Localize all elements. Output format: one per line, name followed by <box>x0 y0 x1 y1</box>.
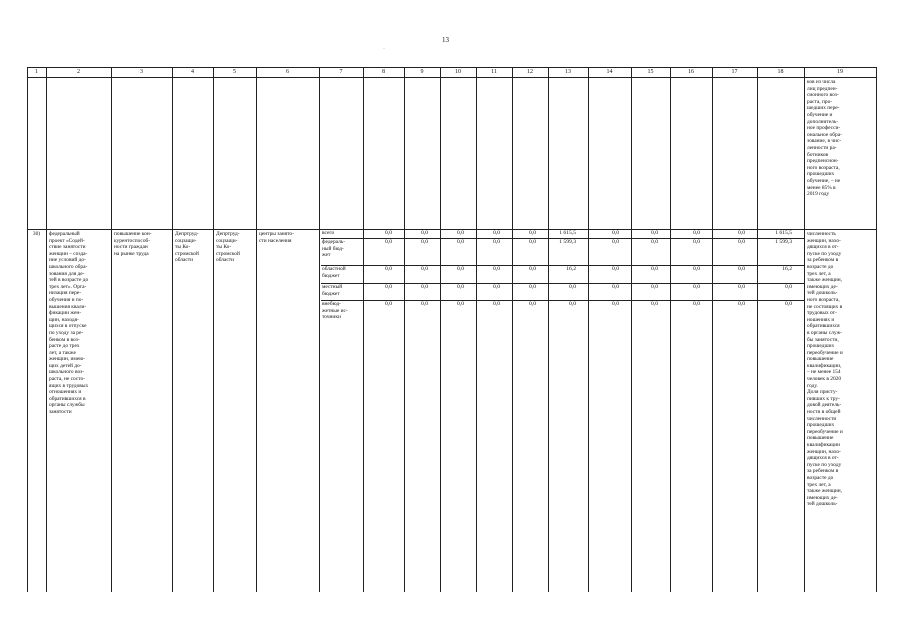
funding-value: 0,0 <box>693 230 700 236</box>
funding-value: 0,0 <box>529 266 536 272</box>
funding-value: 1 615,5 <box>775 230 792 236</box>
column-border <box>712 67 713 592</box>
column-border <box>319 67 320 592</box>
funding-value: 0,0 <box>738 230 745 236</box>
column-border <box>111 67 112 592</box>
funding-value: 0,0 <box>693 301 700 307</box>
funding-value: 0,0 <box>738 301 745 307</box>
funding-value: 0,0 <box>385 230 392 236</box>
column-number: 17 <box>731 69 738 75</box>
funding-value: 0,0 <box>529 284 536 290</box>
funding-value: 0,0 <box>612 230 619 236</box>
column-number: 8 <box>382 69 385 75</box>
funding-value: 0,0 <box>612 284 619 290</box>
funding-value: 0,0 <box>421 284 428 290</box>
funding-value: 0,0 <box>385 239 392 245</box>
column-border <box>256 67 257 592</box>
header-bottom-border <box>27 77 876 78</box>
funding-value: 0,0 <box>493 239 500 245</box>
column-number: 9 <box>420 69 424 75</box>
funding-value: 0,0 <box>421 301 428 307</box>
funding-value: 0,0 <box>693 284 700 290</box>
column-number: 16 <box>688 69 694 75</box>
funding-value: 16,2 <box>566 266 576 272</box>
funding-value: 0,0 <box>738 239 745 245</box>
column-border <box>213 67 214 592</box>
funding-value: 0,0 <box>785 284 792 290</box>
funding-source-label: федераль- ный бюд- жет <box>322 239 346 259</box>
funding-value: 0,0 <box>738 266 745 272</box>
funding-value: 0,0 <box>493 284 500 290</box>
funding-value: 0,0 <box>569 284 576 290</box>
row-number: 30) <box>32 231 41 237</box>
funding-value: 0,0 <box>529 239 536 245</box>
column-border <box>512 67 513 592</box>
funding-source-label: внебюд- жетные ис- точники <box>322 301 348 321</box>
column-border <box>804 67 805 592</box>
funding-value: 0,0 <box>612 301 619 307</box>
funding-value: 0,0 <box>493 301 500 307</box>
column-number: 1 <box>35 69 38 75</box>
funding-value: 0,0 <box>651 266 658 272</box>
funding-value: 0,0 <box>385 266 392 272</box>
funding-value: 1 599,3 <box>559 239 576 245</box>
measure-name: федеральный проект «Содей- ствие занятости женщин – созда- ние условий до- школьного обра- зования для де- тей в возрасте до трех лет». Орга- низация пере- обучения и по- вышения квали- фикации жен- щин, находя- щихся в отпуске по уходу за ре- бенком в воз- расте до трех лет, а также женщин, имею- щих детей до- школьного воз- раста, не состо- ящих в трудовых отношениях и обратившихся в органы службы занятости <box>49 231 89 416</box>
participants: центры занято- сти населения <box>259 231 294 244</box>
column-border <box>404 67 405 592</box>
target-indicator: численность женщин, нахо- дящихся в от- пуске по уходу за ребенком в возрасте до трех лет, а также женщин, имеющих де- тей дошколь- ного возраста, не состоящих в трудовых от- ношениях и обратившихся в органы служ- бы занятости, прошедших переобучение и повышение квалификации, – не менее 154 человек в 2020 году. Доля присту- пивших к тру- довой деятель- ности в общей численности прошедших переобучение и повышение квалификации женщин, нахо- дящихся в от- пуске по уходу за ребенком в возрасте до трех лет, а также женщин, имеющих де- тей дошколь- <box>807 231 843 508</box>
funding-value: 0,0 <box>457 239 464 245</box>
executor: Депртруд- соцзащи- ты Ко- стромской области <box>175 231 199 264</box>
funding-value: 0,0 <box>529 230 536 236</box>
funding-value: 0,0 <box>569 301 576 307</box>
funding-value: 0,0 <box>493 230 500 236</box>
column-border <box>440 67 441 592</box>
funding-value: 16,2 <box>782 266 792 272</box>
page-number: 13 <box>442 36 449 44</box>
column-number: 11 <box>491 69 497 75</box>
funding-value: 0,0 <box>421 230 428 236</box>
column-border <box>588 67 589 592</box>
co-executor: Депртруд- соцзащи- ты Ко- стромской области <box>216 231 240 264</box>
funding-value: 0,0 <box>785 301 792 307</box>
funding-value: 1 599,3 <box>775 239 792 245</box>
funding-value: 0,0 <box>385 284 392 290</box>
funding-value: 0,0 <box>457 266 464 272</box>
funding-value: 1 615,5 <box>559 230 576 236</box>
column-border <box>548 67 549 592</box>
column-border <box>46 67 47 592</box>
funding-value: 0,0 <box>457 284 464 290</box>
funding-value: 0,0 <box>421 239 428 245</box>
funding-value: 0,0 <box>738 284 745 290</box>
funding-value: 0,0 <box>612 266 619 272</box>
funding-value: 0,0 <box>651 239 658 245</box>
column-number: 14 <box>606 69 613 75</box>
funding-value: 0,0 <box>651 301 658 307</box>
funding-source-label: всего <box>322 230 335 236</box>
column-number: 12 <box>527 69 533 75</box>
column-border <box>876 67 877 592</box>
column-number: 13 <box>565 69 571 75</box>
funding-value: 0,0 <box>385 301 392 307</box>
funding-value: 0,0 <box>457 301 464 307</box>
column-number: 10 <box>455 69 461 75</box>
column-number: 6 <box>286 69 289 75</box>
column-number: 4 <box>191 69 194 75</box>
column-border <box>631 67 632 592</box>
scan-speck: · <box>383 46 385 52</box>
column-border <box>27 67 28 592</box>
funding-value: 0,0 <box>651 230 658 236</box>
column-border <box>757 67 758 592</box>
column-number: 7 <box>339 69 343 75</box>
funding-value: 0,0 <box>693 239 700 245</box>
funding-value: 0,0 <box>457 230 464 236</box>
column-number: 18 <box>777 69 784 75</box>
funding-source-label: областной бюджет <box>322 266 346 279</box>
funding-value: 0,0 <box>651 284 658 290</box>
funding-value: 0,0 <box>693 266 700 272</box>
column-border <box>476 67 477 592</box>
column-number: 15 <box>647 69 654 75</box>
column-border <box>670 67 671 592</box>
funding-source-label: местный бюджет <box>322 284 343 297</box>
funding-value: 0,0 <box>612 239 619 245</box>
funding-value: 0,0 <box>529 301 536 307</box>
column-border <box>172 67 173 592</box>
column-border <box>363 67 364 592</box>
column-number: 19 <box>837 69 843 75</box>
expected-result: повышение кон- курентоспособ- ности граждан на рынке труда <box>114 231 152 257</box>
prev-indicator-text: ков из числа лиц предпен- сионного воз- раста, про- шедших пере- обучение и дополнитель- ное професси- ональное обра- зование, в чис- ленности ра- ботников предпенсион- ного возраста, прошедших обучение, – не менее 85% в 2019 году <box>807 79 842 198</box>
funding-value: 0,0 <box>421 266 428 272</box>
column-number: 3 <box>140 69 143 75</box>
funding-value: 0,0 <box>493 266 500 272</box>
column-number: 2 <box>77 69 80 75</box>
column-number: 5 <box>233 69 236 75</box>
